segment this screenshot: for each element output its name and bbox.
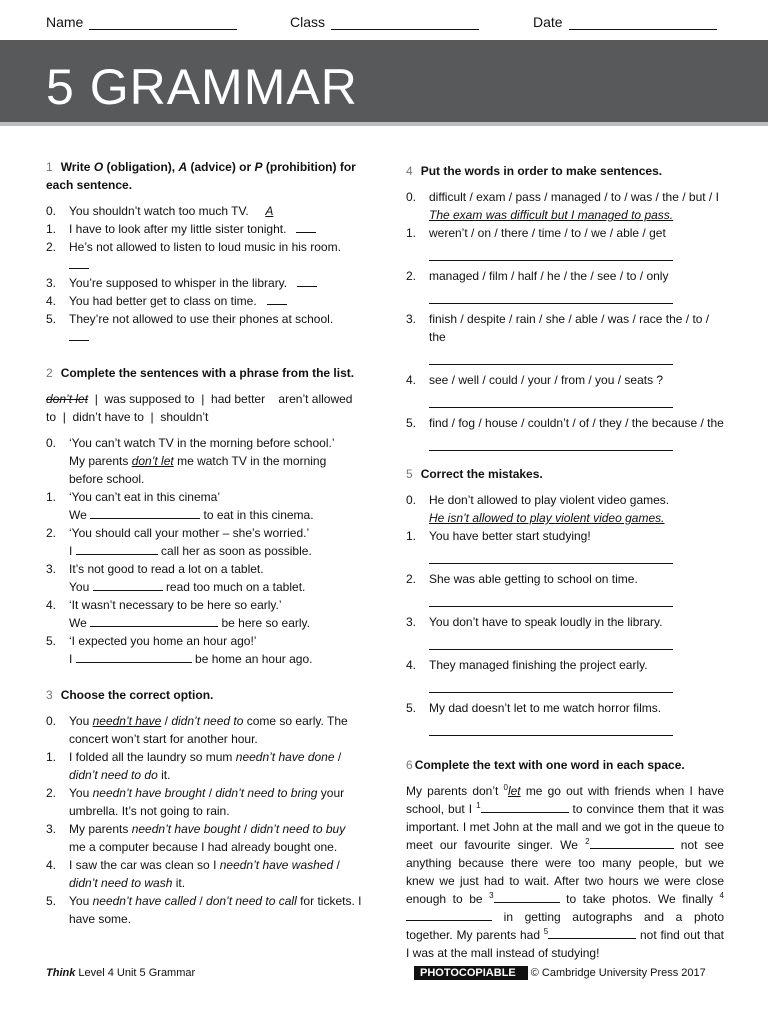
list-item: 4. ‘It wasn’t necessary to be here so early.’ We be here so early. (46, 598, 310, 630)
exercise-4 (406, 162, 724, 451)
list-item: 0. You needn’t have / didn’t need to come so early. The concert won’t start for another hour. (46, 714, 348, 746)
footer-book-title: Think Level 4 Unit 5 Grammar (46, 967, 196, 979)
list-item: 0. difficult / exam / pass / managed / to / was / the / but / I The exam was difficult but I managed to pass. (406, 190, 719, 222)
exercise-2 (46, 364, 362, 668)
name-label: Name (46, 14, 84, 30)
option-b[interactable]: didn’t need to do (69, 768, 158, 782)
answer-line[interactable] (429, 285, 673, 304)
option-b[interactable]: didn’t need to wash (69, 876, 173, 890)
footer-copyright: PHOTOCOPIABLE © Cambridge University Press 2017 (414, 967, 706, 979)
title-banner (0, 40, 768, 126)
answer-blank[interactable] (69, 256, 89, 269)
exercise-1 (46, 158, 362, 346)
answer-line[interactable] (429, 389, 673, 408)
list-item: 5. ‘I expected you home an hour ago!’ I be home an hour ago. (46, 634, 313, 666)
gap-2[interactable] (590, 836, 674, 849)
option-a[interactable]: needn’t have done (235, 750, 335, 764)
date-field[interactable] (533, 14, 717, 30)
option-b[interactable]: didn’t need to (171, 714, 244, 728)
answer-line[interactable] (429, 545, 673, 564)
list-item: 1. I folded all the laundry so mum needn’t have done / didn’t need to do it. (46, 750, 342, 782)
list-item: 5. My dad doesn’t let to me watch horror films. (406, 699, 724, 736)
right-column (406, 162, 724, 976)
answer-line[interactable] (429, 674, 673, 693)
gap-3[interactable] (494, 890, 560, 903)
list-item: 2. ‘You should call your mother – she’s worried.’ I call her as soon as possible. (46, 526, 312, 558)
answer-line[interactable] (429, 242, 673, 261)
answer-line[interactable] (429, 432, 673, 451)
option-a[interactable]: needn’t have brought (92, 786, 206, 800)
list-item: 1. weren’t / on / there / time / to / we / able / get (406, 224, 724, 261)
banner-edge (0, 122, 768, 126)
answer-blank[interactable] (76, 650, 192, 663)
student-info-header (46, 10, 722, 34)
answer-blank[interactable] (90, 614, 218, 627)
list-item: 2. He’s not allowed to listen to loud music in his room. (46, 238, 362, 274)
list-item: 3. You’re supposed to whisper in the library. (46, 274, 362, 292)
exercise-1-instruction: 1 Write O (obligation), A (advice) or P (prohibition) for each sentence. (46, 160, 356, 192)
list-item: 5. They’re not allowed to use their phones at school. (46, 310, 362, 346)
answer-blank[interactable] (267, 292, 287, 305)
list-item: 1. ‘You can’t eat in this cinema’ We to eat in this cinema. (46, 490, 314, 522)
option-a[interactable]: needn’t have washed (219, 858, 334, 872)
answer-blank[interactable] (93, 578, 163, 591)
answer-line[interactable] (429, 346, 673, 365)
gap-4[interactable] (406, 908, 492, 921)
gap-fill-text: My parents don’t $^0$let me go out with friends when I have school, but I $^1$ to convince them that it was important. I met John at the mall and we got in the queue to meet our favourite singer. We $^2$ not see anything because there were too many people, but we knew we just had to wait. After two hours we were close enough to be $^3$ to take photos. We finally $^4$ in getting autographs and a photo together. My parents had $^5$ not find out that I was at the mall instead of studying! (406, 783, 725, 960)
exercise-3-instruction: 3 Choose the correct option. (46, 688, 214, 702)
list-item: 0. You shouldn’t watch too much TV. A (46, 204, 274, 218)
list-item: 4. I saw the car was clean so I needn’t have washed / didn’t need to wash it. (46, 858, 340, 890)
exercise-6 (406, 756, 724, 962)
phrase-list: don’t let | was supposed to | had better aren’t allowed to | didn’t have to | shouldn’t (46, 392, 353, 424)
list-item: 2. managed / film / half / he / the / see / to / only (406, 267, 724, 304)
list-item: 4. They managed finishing the project early. (406, 656, 724, 693)
class-field[interactable] (290, 14, 479, 30)
example-answer: The exam was difficult but I managed to pass. (429, 208, 674, 222)
option-a[interactable]: needn’t have called (92, 894, 197, 908)
gap-5[interactable] (548, 926, 636, 939)
option-b[interactable]: didn’t need to buy (250, 822, 346, 836)
answer-blank[interactable] (297, 274, 317, 287)
list-item: 5. You needn’t have called / don’t need to call for tickets. I have some. (46, 894, 362, 926)
left-column (46, 158, 362, 942)
list-item: 2. You needn’t have brought / didn’t need to bring your umbrella. It’s not going to rain. (46, 786, 345, 818)
answer-line[interactable] (429, 588, 673, 607)
list-item: 4. You had better get to class on time. (46, 292, 362, 310)
answer-line[interactable] (429, 631, 673, 650)
class-label: Class (290, 14, 326, 30)
list-item: 3. finish / despite / rain / she / able / was / race the / to / the (406, 310, 724, 365)
list-item: 3. My parents needn’t have bought / didn’t need to buy me a computer because I had already bought one. (46, 822, 346, 854)
list-item: 1. You have better start studying! (406, 527, 724, 564)
list-item: 5. find / fog / house / couldn’t / of / they / the because / the (406, 414, 724, 451)
answer-blank[interactable] (69, 328, 89, 341)
answer-blank[interactable] (296, 220, 316, 233)
option-a[interactable]: needn’t have (92, 714, 162, 728)
option-b[interactable]: don’t need to call (206, 894, 297, 908)
exercise-number: 1 (46, 160, 53, 174)
list-item: 0. ‘You can’t watch TV in the morning before school.’ My parents don’t let me watch TV in the morning before school. (46, 436, 335, 486)
list-item: 0. He don’t allowed to play violent video games. He isn’t allowed to play violent video games. (406, 493, 670, 525)
list-item: 3. It’s not good to read a lot on a tablet. You read too much on a tablet. (46, 562, 306, 594)
example-answer: let (507, 784, 521, 798)
exercise-6-instruction: 6 Complete the text with one word in each space. (406, 758, 685, 772)
answer-line[interactable] (429, 717, 673, 736)
date-label: Date (533, 14, 563, 30)
example-answer: A (265, 204, 274, 218)
photocopiable-badge: PHOTOCOPIABLE (414, 966, 528, 980)
option-a[interactable]: needn’t have bought (131, 822, 241, 836)
list-item: 3. You don’t have to speak loudly in the library. (406, 613, 724, 650)
gap-1[interactable] (481, 800, 569, 813)
list-item: 2. She was able getting to school on time. (406, 570, 724, 607)
exercise-5 (406, 465, 724, 736)
list-item: 4. see / well / could / your / from / you / seats ? (406, 371, 724, 408)
list-item: 1. I have to look after my little sister tonight. (46, 220, 362, 238)
option-b[interactable]: didn’t need to bring (215, 786, 318, 800)
page-title: 5 GRAMMAR (46, 59, 358, 115)
example-answer: don’t let (131, 454, 174, 468)
answer-blank[interactable] (76, 542, 158, 555)
exercise-4-instruction: 4 Put the words in order to make sentences. (406, 164, 663, 178)
exercise-5-instruction: 5 Correct the mistakes. (406, 467, 543, 481)
example-answer: He isn’t allowed to play violent video games. (429, 511, 665, 525)
exercise-2-instruction: 2 Complete the sentences with a phrase from the list. (46, 366, 355, 380)
answer-blank[interactable] (90, 506, 200, 519)
exercise-3 (46, 686, 362, 928)
name-field[interactable] (46, 14, 237, 30)
